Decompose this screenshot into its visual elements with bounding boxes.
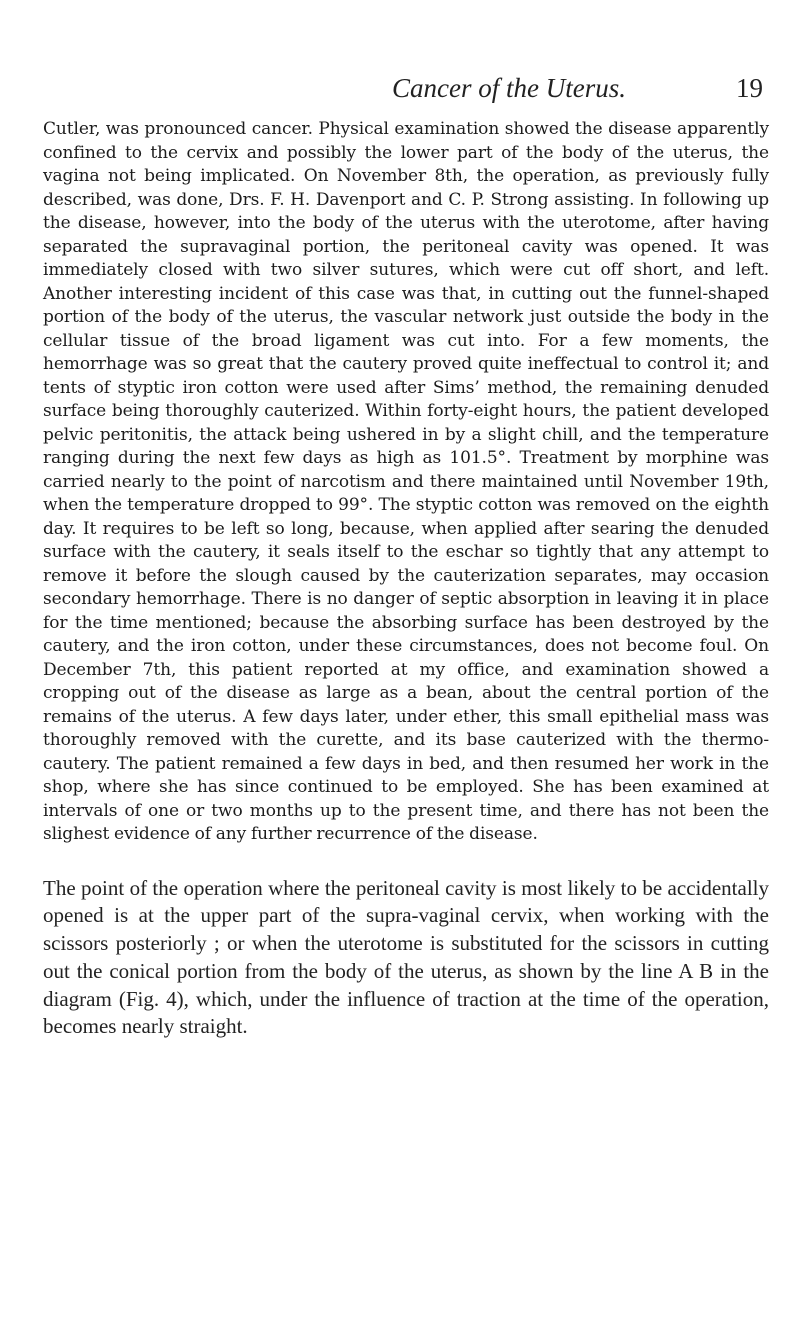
page-number: 19 [736,73,763,103]
paragraph-operation-note: The point of the operation where the peritoneal cavity is most likely to be accidentally opened is at the upper part of the supra-vaginal cervix, when working with the scissors posteriorly ; or when the uterotome is substituted for the scissors in cutting out the conical portion from the body of the uterus, as shown by the line A B in the diagram (Fig. 4), which, under the influence of traction at the time of the operation, becomes nearly straight. [43,875,769,1039]
running-title: Cancer of the Uterus. [392,73,626,103]
paragraph-case-report: Cutler, was pronounced cancer. Physical examination showed the disease apparently confined to the cervix and possibly the lower part of the body of the uterus, the vagina not being implicated. On November 8th, the operation, as previously fully described, was done, Drs. F. H. Davenport and C. P. Strong assisting. In following up the disease, however, into the body of the uterus with the uterotome, after having separated the supravaginal portion, the peritoneal cavity was opened. It was immediately closed with two silver sutures, which were cut off short, and left. Another interesting incident of this case was that, in cutting out the funnel-shaped portion of the body of the uterus, the vascular network just outside the body in the cellular tissue of the broad ligament was cut into. For a few moments, the hemorrhage was so great that the cautery proved quite ineffectual to control it; and tents of styptic iron cotton were used after Sims’ method, the remaining denuded surface being thoroughly cauterized. Within forty-eight hours, the patient developed pelvic peritonitis, the attack being ushered in by a slight chill, and the temperature ranging during the next few days as high as 101.5°. Treatment by morphine was carried nearly to the point of narcotism and there maintained until November 19th, when the temperature dropped to 99°. The styptic cotton was removed on the eighth day. It requires to be left so long, because, when applied after searing the denuded surface with the cautery, it seals itself to the eschar so tightly that any attempt to remove it before the slough caused by the cauterization separates, may occasion secondary hemorrhage. There is no danger of septic absorption in leaving it in place for the time mentioned; because the absorbing surface has been destroyed by the cautery, and the iron cotton, under these circumstances, does not become foul. On December 7th, this patient reported at my office, and examination showed a cropping out of the disease as large as a bean, about the central portion of the remains of the uterus. A few days later, under ether, this small epithelial mass was thoroughly removed with the curette, and its base cauterized with the thermo-cautery. The patient remained a few days in bed, and then resumed her work in the shop, where she has since continued to be employed. She has been examined at intervals of one or two months up to the present time, and there has not been the slighest evidence of any further recurrence of the disease. [43,119,769,844]
running-header [40,72,768,112]
body-text [43,118,769,1041]
